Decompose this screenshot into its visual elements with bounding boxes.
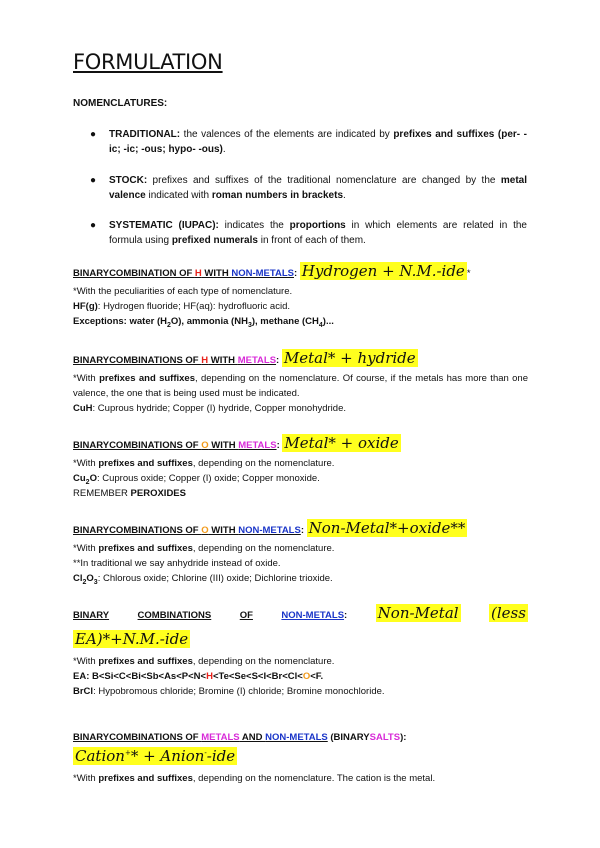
text: EA: B<Si<C<Bi<Sb<As<P<N< [73, 671, 207, 682]
text: O), ammonia (NH [170, 316, 248, 327]
formula-line [73, 747, 528, 771]
formula-highlight: (less [491, 604, 526, 622]
note-line: *With the peculiarities of each type of nomenclature. [73, 286, 293, 297]
bold-text: prefixes and suffixes [99, 373, 195, 384]
element-o: O [302, 671, 311, 682]
example-formula: Cl [73, 573, 83, 584]
heading-text: WITH [201, 268, 232, 279]
text: )... [322, 316, 334, 327]
note-line [73, 371, 528, 401]
text: , depending on the nomenclature. [192, 543, 335, 554]
heading-element: SALTS [369, 732, 401, 743]
bullet-bold: prefixes and suffixes (per- -ic; -ic; -ous; hypo- -ous) [109, 129, 527, 155]
bullet-tail: . [343, 190, 346, 201]
heading-text: (BINARY [327, 732, 370, 743]
section-h-metals [73, 351, 528, 416]
heading-text: BINARYCOMBINATIONS OF [73, 355, 202, 366]
subscript: 2 [85, 478, 90, 486]
heading-element: H [194, 268, 202, 279]
section-heading [73, 264, 528, 281]
bold-text: PEROXIDES [130, 488, 186, 499]
heading-colon: : [276, 355, 280, 366]
text: REMEMBER [73, 488, 131, 499]
bullet-bold: roman numbers in brackets [211, 190, 344, 201]
page-title: FORMULATION [73, 50, 223, 74]
note-line [73, 541, 528, 556]
subscript: 3 [93, 578, 98, 586]
formula-highlight: Non-Metal*+oxide** [308, 519, 466, 537]
bold-text: prefixes and suffixes [98, 773, 193, 784]
section-o-metals [73, 436, 528, 501]
heading-element: METALS [237, 355, 277, 366]
heading-text: BINARYCOMBINATIONS OF [73, 525, 202, 536]
text: <Te<Se<S<I<Br<Cl< [212, 671, 303, 682]
text: *With [73, 543, 99, 554]
section-binary-salts [73, 730, 528, 786]
example-text: : Cuprous oxide; Copper (I) oxide; Copper monoxide. [96, 473, 320, 484]
heading-colon: : [344, 610, 348, 621]
bullet-traditional [90, 127, 527, 157]
example-line [73, 471, 528, 486]
subscript: 3 [247, 321, 252, 329]
remember-line [73, 486, 528, 501]
bold-text: prefixes and suffixes [98, 458, 193, 469]
subscript: 4 [318, 321, 323, 329]
formula-line [73, 630, 528, 654]
heading-element: NON-METALS [231, 268, 294, 279]
heading-text: WITH [208, 355, 238, 366]
example-text: : Hydrogen fluoride; HF(aq): hydrofluoric acid. [97, 301, 290, 312]
formula-highlight: Non-Metal [377, 604, 459, 622]
example-text: : Cuprous hydride; Copper (I) hydride, Copper monohydride. [92, 403, 346, 414]
bullet-text: the valences of the elements are indicated by [180, 129, 394, 140]
heading-colon: : [276, 440, 280, 451]
example-formula: HF(g) [73, 301, 98, 312]
superscript: + [124, 749, 131, 757]
bullet-stock [90, 173, 527, 203]
subscript: 2 [82, 578, 87, 586]
section-heading [73, 351, 528, 368]
heading-element: H [201, 355, 209, 366]
heading-text: ): [400, 732, 407, 743]
note-line [73, 654, 528, 669]
bullet-tail: in front of each of them. [257, 235, 366, 246]
text: , depending on the nomenclature. Of course, if the metals has more than one valence, the one that is being used must be indicated. [73, 373, 528, 399]
text: <F. [310, 671, 324, 682]
heading-text: BINARYCOMBINATIONS OF [73, 732, 202, 743]
heading-text: BINARYCOMBINATION OF [73, 268, 195, 279]
note-line: **In traditional we say anhydride instead of oxide. [73, 558, 281, 569]
element-h: H [206, 671, 213, 682]
text: *With [73, 656, 99, 667]
heading-colon: : [293, 268, 298, 279]
bullet-label: SYSTEMATIC (IUPAC): [109, 220, 219, 231]
bullet-text: in which elements are related in the formula using [109, 220, 527, 246]
text: , depending on the nomenclature. [192, 458, 335, 469]
section-heading [73, 604, 528, 630]
example-text: : Hypobromous chloride; Bromine (I) chloride; Bromine monochloride. [93, 686, 385, 697]
formula-highlight: Metal* + oxide [284, 434, 399, 452]
heading-element: METALS [238, 440, 277, 451]
heading-text: COMBINATIONS [137, 610, 212, 621]
ea-line [73, 669, 528, 684]
bullet-bold: prefixed numerals [171, 235, 258, 246]
bullet-tail: . [222, 144, 226, 155]
heading-element: O [201, 525, 209, 536]
example-line [73, 571, 528, 586]
text: ), methane (CH [251, 316, 319, 327]
subscript: 2 [166, 321, 171, 329]
bullet-text: indicates the [218, 220, 290, 231]
formula-text: -ide [206, 747, 236, 765]
heading-text: OF [239, 610, 253, 621]
bold-text: prefixes and suffixes [98, 656, 193, 667]
bullet-label: TRADITIONAL: [109, 129, 181, 140]
text: , depending on the nomenclature. [192, 656, 335, 667]
heading-text: BINARY [73, 610, 110, 621]
heading-element: NON-METALS [265, 732, 328, 743]
heading-element: NON-METALS [281, 610, 345, 621]
note-line [73, 771, 528, 786]
bullet-systematic [90, 218, 527, 248]
heading-text: WITH [208, 525, 239, 536]
heading-element: METALS [201, 732, 240, 743]
bullet-label: STOCK: [109, 175, 148, 186]
nomenclatures-heading: NOMENCLATURES: [73, 98, 168, 109]
formula-highlight: Hydrogen + N.M.-ide [301, 262, 465, 280]
bullet-dot-icon: ● [90, 129, 97, 140]
bullet-text: indicated with [145, 190, 212, 201]
example-line [73, 401, 528, 416]
bold-text: prefixes and suffixes [98, 543, 193, 554]
example-line [73, 299, 528, 314]
text: *With [73, 458, 99, 469]
note-line [73, 456, 528, 471]
heading-text: BINARYCOMBINATIONS OF [73, 440, 202, 451]
example-formula: BrCl [73, 686, 94, 697]
formula-text: * + Anion [130, 747, 205, 765]
example-text: : Chlorous oxide; Chlorine (III) oxide; Dichlorine trioxide. [97, 573, 333, 584]
exceptions-line [73, 314, 528, 329]
heading-element: O [201, 440, 209, 451]
superscript: - [204, 749, 207, 757]
text: *With [73, 773, 99, 784]
section-nonmetals [73, 604, 528, 699]
bullet-dot-icon: ● [90, 220, 97, 231]
formula-highlight: Metal* + hydride [283, 349, 416, 367]
example-line [73, 684, 528, 699]
bullet-bold: proportions [289, 220, 346, 231]
example-formula: O [89, 473, 97, 484]
example-formula: Cu [73, 473, 86, 484]
text: Exceptions: water (H [73, 316, 167, 327]
text: *With [73, 373, 100, 384]
formula-text: Cation [75, 747, 125, 765]
formula-highlight: EA)*+N.M.-ide [75, 630, 189, 648]
heading-colon: : [300, 525, 304, 536]
heading-text: AND [239, 732, 266, 743]
heading-element: NON-METALS [238, 525, 301, 536]
section-heading [73, 521, 528, 538]
example-formula: O [86, 573, 94, 584]
example-formula: CuH [73, 403, 93, 414]
formula-highlight [73, 747, 237, 765]
bullet-dot-icon: ● [90, 175, 97, 186]
section-heading [73, 730, 528, 745]
formula-star: * [466, 268, 471, 279]
bullet-bold: metal valence [109, 175, 527, 201]
bullet-text: prefixes and suffixes of the traditional nomenclature are changed by the [147, 175, 501, 186]
heading-text: WITH [208, 440, 239, 451]
section-h-nonmetals [73, 264, 528, 329]
text: , depending on the nomenclature. The cation is the metal. [192, 773, 436, 784]
section-o-nonmetals [73, 521, 528, 586]
section-heading [73, 436, 528, 453]
